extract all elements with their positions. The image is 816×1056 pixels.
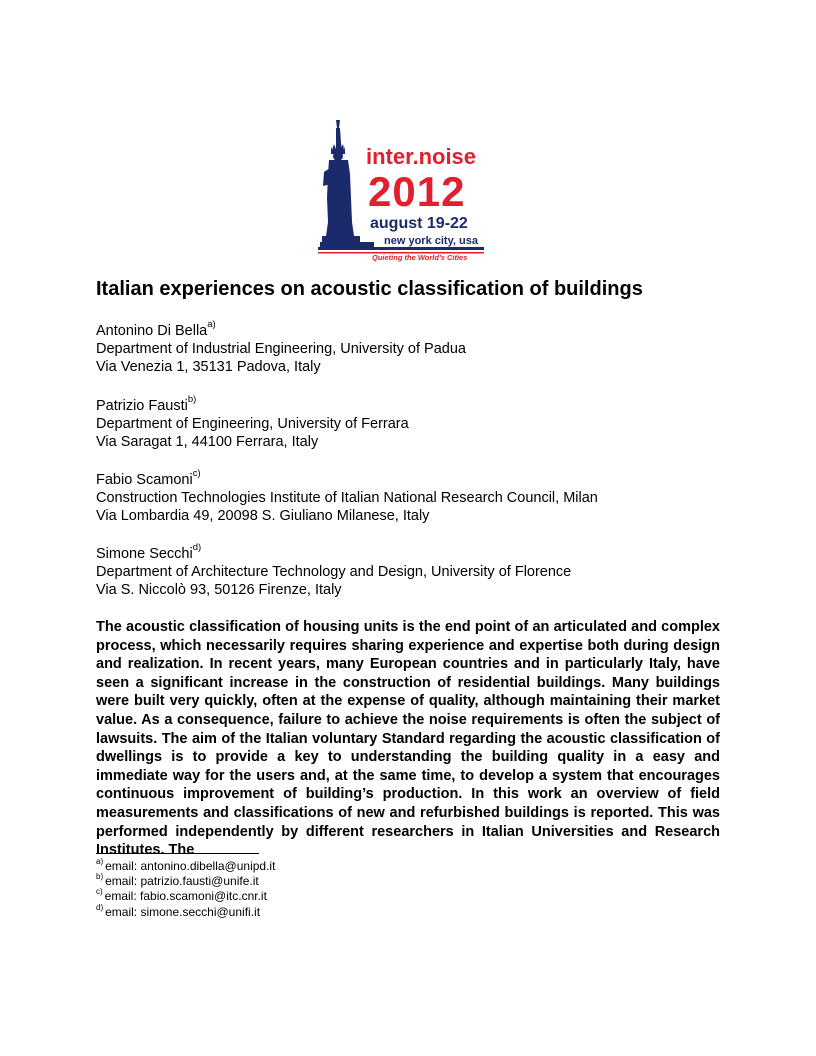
author-address: Via Venezia 1, 35131 Padova, Italy bbox=[96, 359, 321, 375]
author-address: Via Lombardia 49, 20098 S. Giuliano Milanese, Italy bbox=[96, 508, 430, 524]
logo-year: 2012 bbox=[368, 168, 466, 215]
author-name: Simone Secchi$^{d)}$ bbox=[96, 542, 202, 562]
author-affiliation: Department of Architecture Technology and Design, University of Florence bbox=[96, 564, 572, 580]
author-footnote-mark: c) bbox=[192, 468, 201, 480]
author-footnote-mark: a) bbox=[207, 319, 216, 331]
author-affiliation: Construction Technologies Institute of Italian National Research Council, Milan bbox=[96, 490, 598, 506]
footnotes-list bbox=[96, 859, 596, 920]
footnote-item: $^{d)}$ email: simone.secchi@unifi.it bbox=[96, 902, 261, 919]
author-affiliation: Department of Engineering, University of Ferrara bbox=[96, 416, 409, 432]
conference-logo bbox=[318, 118, 504, 264]
footnote-email: email: simone.secchi@unifi.it bbox=[105, 904, 261, 919]
footnote-email: email: antonino.dibella@unipd.it bbox=[105, 859, 276, 873]
footnote-divider bbox=[96, 853, 259, 854]
paper-title: Italian experiences on acoustic classification of buildings bbox=[96, 278, 643, 300]
author-footnote-mark: b) bbox=[187, 394, 197, 406]
author-block bbox=[96, 394, 736, 451]
author-block bbox=[96, 542, 736, 599]
author-name: Antonino Di Bella$^{a)}$ bbox=[96, 319, 216, 339]
logo-dates: august 19-22 bbox=[370, 215, 468, 232]
author-affiliation: Department of Industrial Engineering, University of Padua bbox=[96, 341, 466, 357]
footnote-item: $^{b)}$ email: patrizio.fausti@unife.it bbox=[96, 872, 259, 889]
author-block bbox=[96, 319, 736, 376]
footnote-item: $^{a)}$ email: antonino.dibella@unipd.it bbox=[96, 857, 276, 873]
logo-tagline: Quieting the World's Cities bbox=[372, 253, 468, 262]
author-address: Via S. Niccolò 93, 50126 Firenze, Italy bbox=[96, 582, 342, 598]
footnote-email: email: patrizio.fausti@unife.it bbox=[105, 874, 259, 889]
footnote-item: $^{c)}$ email: fabio.scamoni@itc.cnr.it bbox=[96, 887, 267, 904]
abstract-paragraph: The acoustic classification of housing units is the end point of an articulated and complex process, which necessarily requires sharing experience and expertise both during design and realization. In recent years, many European countries and in particularly Italy, have seen a significant increase in the construction of residential buildings. Many buildings were built very quickly, often at the expense of quality, although maintaining their market value. As a consequence, failure to achieve the noise requirements is often the subject of lawsuits. The aim of the Italian voluntary Standard regarding the acoustic classification of dwellings is to provide a key to understanding the building quality in a easy and immediate way for the users and, at the same time, to develop a system that encourages continuous improvement of building’s production. In this work an overview of field measurements and classifications of new and refurbished buildings is reported. This was performed independently by different researchers in Italian Universities and Research Institutes. The bbox=[96, 619, 720, 859]
author-address: Via Saragat 1, 44100 Ferrara, Italy bbox=[96, 434, 319, 450]
footnote-email: email: fabio.scamoni@itc.cnr.it bbox=[104, 889, 267, 904]
author-block bbox=[96, 468, 736, 525]
statue-of-liberty-icon bbox=[318, 118, 504, 264]
logo-line1: inter.noise bbox=[366, 144, 477, 169]
author-name: Patrizio Fausti$^{b)}$ bbox=[96, 394, 197, 414]
author-name: Fabio Scamoni$^{c)}$ bbox=[96, 468, 201, 488]
author-footnote-mark: d) bbox=[192, 542, 202, 554]
logo-city: new york city, usa bbox=[384, 235, 478, 247]
